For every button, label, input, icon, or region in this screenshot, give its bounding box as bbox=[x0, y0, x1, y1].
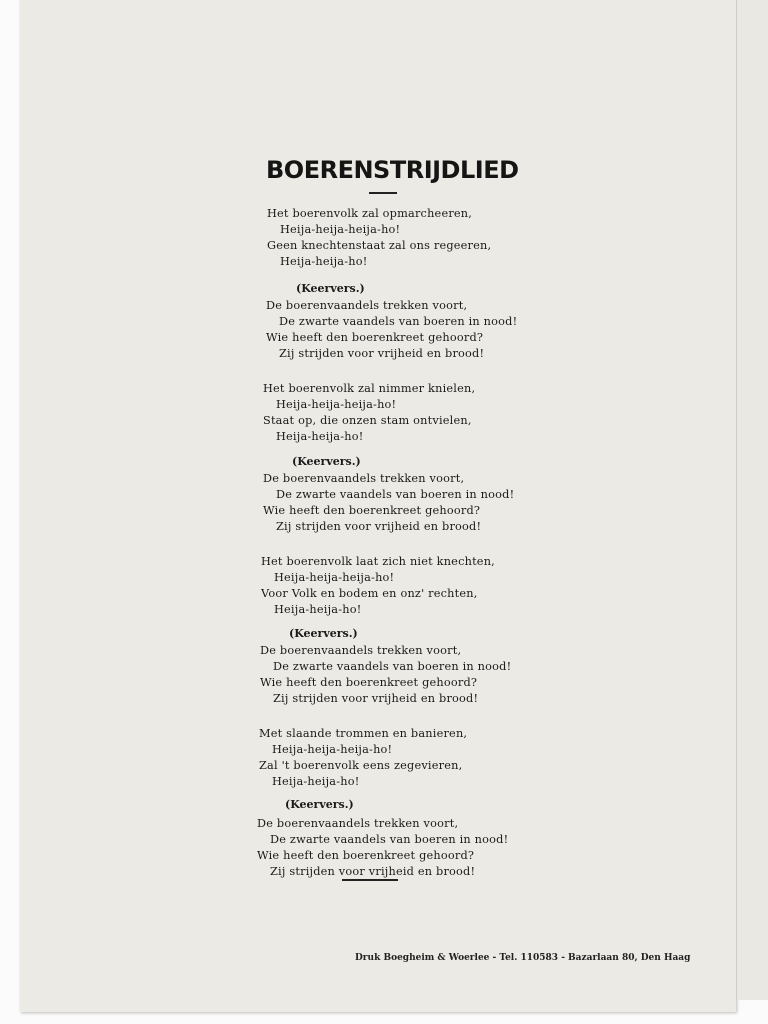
refrain-line: De boerenvaandels trekken voort, bbox=[257, 817, 459, 830]
refrain-line: De zwarte vaandels van boeren in nood! bbox=[270, 833, 509, 846]
refrain-line: Wie heeft den boerenkreet gehoord? bbox=[263, 504, 481, 517]
refrain-label: (Keervers.) bbox=[285, 798, 354, 811]
stanza-line: Heija-heija-heija-ho! bbox=[280, 223, 401, 236]
stanza-line: Geen knechtenstaat zal ons regeeren, bbox=[267, 239, 492, 252]
stanza-line: Met slaande trommen en banieren, bbox=[259, 727, 468, 740]
end-rule bbox=[342, 879, 398, 881]
stanza-line: Het boerenvolk zal nimmer knielen, bbox=[263, 382, 476, 395]
song-title: BOERENSTRIJDLIED bbox=[266, 156, 519, 184]
stanza-line: Heija-heija-ho! bbox=[272, 775, 360, 788]
refrain-line: Wie heeft den boerenkreet gehoord? bbox=[260, 676, 478, 689]
stanza-line: Heija-heija-heija-ho! bbox=[272, 743, 393, 756]
stanza-line: Heija-heija-ho! bbox=[274, 603, 362, 616]
refrain-label: (Keervers.) bbox=[292, 455, 361, 468]
stanza-3 bbox=[261, 554, 495, 618]
refrain-line: Zij strijden voor vrijheid en brood! bbox=[273, 692, 479, 705]
refrain-line: De zwarte vaandels van boeren in nood! bbox=[279, 315, 518, 328]
stanza-line: Voor Volk en bodem en onz' rechten, bbox=[261, 587, 478, 600]
refrain-3 bbox=[260, 643, 511, 707]
refrain-2 bbox=[263, 471, 514, 535]
title-rule bbox=[369, 192, 397, 194]
refrain-label: (Keervers.) bbox=[289, 627, 358, 640]
refrain-line: Zij strijden voor vrijheid en brood! bbox=[279, 347, 485, 360]
stanza-line: Het boerenvolk zal opmarcheeren, bbox=[267, 207, 473, 220]
stanza-line: Zal 't boerenvolk eens zegevieren, bbox=[259, 759, 463, 772]
refrain-label: (Keervers.) bbox=[296, 282, 365, 295]
refrain-line: De zwarte vaandels van boeren in nood! bbox=[273, 660, 512, 673]
stanza-line: Heija-heija-heija-ho! bbox=[276, 398, 397, 411]
refrain-line: Wie heeft den boerenkreet gehoord? bbox=[266, 331, 484, 344]
stanza-line: Staat op, die onzen stam ontvielen, bbox=[263, 414, 472, 427]
refrain-line: De zwarte vaandels van boeren in nood! bbox=[276, 488, 515, 501]
refrain-line: Zij strijden voor vrijheid en brood! bbox=[276, 520, 482, 533]
refrain-4 bbox=[257, 816, 508, 880]
stanza-line: Heija-heija-ho! bbox=[276, 430, 364, 443]
next-page-edge bbox=[736, 0, 768, 1000]
stanza-line: Heija-heija-heija-ho! bbox=[274, 571, 395, 584]
stanza-line: Heija-heija-ho! bbox=[280, 255, 368, 268]
stanza-line: Het boerenvolk laat zich niet knechten, bbox=[261, 555, 495, 568]
stanza-1 bbox=[267, 206, 491, 270]
stanza-4 bbox=[259, 726, 467, 790]
refrain-1 bbox=[266, 298, 517, 362]
printer-footer: Druk Boegheim & Woerlee - Tel. 110583 - Bazarlaan 80, Den Haag bbox=[355, 953, 691, 963]
refrain-line: De boerenvaandels trekken voort, bbox=[260, 644, 462, 657]
refrain-line: De boerenvaandels trekken voort, bbox=[263, 472, 465, 485]
stanza-2 bbox=[263, 381, 475, 445]
refrain-line: Wie heeft den boerenkreet gehoord? bbox=[257, 849, 475, 862]
refrain-line: De boerenvaandels trekken voort, bbox=[266, 299, 468, 312]
refrain-line: Zij strijden voor vrijheid en brood! bbox=[270, 865, 476, 878]
